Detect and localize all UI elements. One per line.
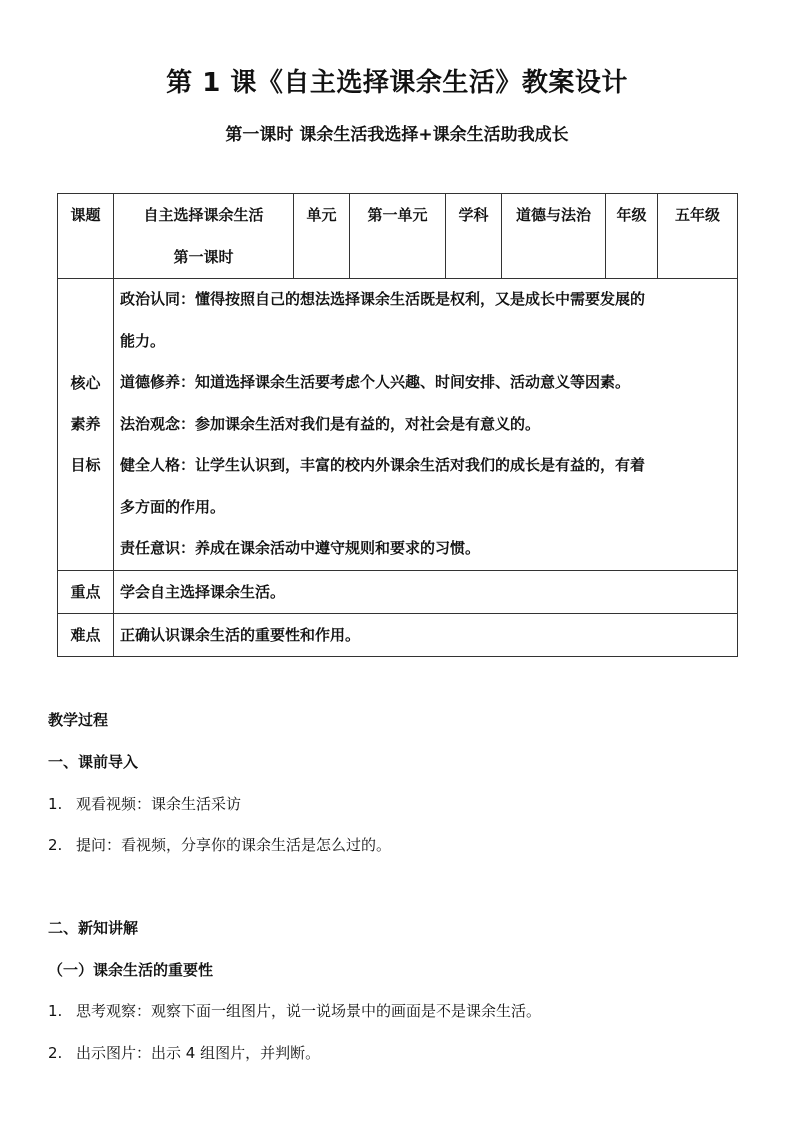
- goal-line: 能力。: [120, 331, 166, 350]
- topic-label: 课题: [58, 194, 114, 279]
- goal-line: 法治观念：参加课余生活对我们是有益的，对社会是有意义的。: [120, 414, 541, 433]
- lesson-info-table: [57, 193, 738, 657]
- goal-line: 责任意识：养成在课余活动中遵守规则和要求的习惯。: [120, 539, 481, 557]
- table-row: [58, 613, 738, 656]
- document-title: 第 1 课《自主选择课余生活》教案设计: [166, 68, 628, 98]
- unit-value: 第一单元: [350, 194, 446, 279]
- subject-value: 道德与法治: [502, 194, 606, 279]
- teaching-process-heading: 教学过程: [48, 711, 109, 729]
- part1-heading: 一、课前导入: [48, 753, 139, 771]
- difficult-point-label: 难点: [58, 613, 114, 656]
- list-item: 1. 思考观察：观察下面一组图片，说一说场景中的画面是不是课余生活。: [48, 1002, 542, 1020]
- list-item: 1. 观看视频：课余生活采访: [48, 795, 242, 813]
- goal-line: 政治认同：懂得按照自己的想法选择课余生活既是权利，又是成长中需要发展的: [120, 290, 646, 308]
- key-point-label: 重点: [58, 570, 114, 613]
- goal-line: 多方面的作用。: [120, 497, 226, 516]
- subject-label: 学科: [446, 194, 502, 279]
- list-item: 2. 提问：看视频，分享你的课余生活是怎么过的。: [48, 836, 392, 854]
- core-goals-label: 核心 素养 目标: [58, 279, 114, 571]
- table-row: [58, 279, 738, 571]
- topic-value: [114, 194, 294, 279]
- list-item: 2. 出示图片：出示 4 组图片，并判断。: [48, 1044, 321, 1062]
- goal-line: 健全人格：让学生认识到，丰富的校内外课余生活对我们的成长是有益的，有着: [120, 456, 646, 474]
- difficult-point-value: 正确认识课余生活的重要性和作用。: [114, 613, 738, 656]
- topic-line-1: 自主选择课余生活: [143, 206, 264, 224]
- document-subtitle: 第一课时 课余生活我选择+课余生活助我成长: [225, 125, 569, 145]
- part2-heading: 二、新知讲解: [48, 919, 139, 937]
- topic-line-2: 第一课时: [173, 248, 234, 266]
- part2-subheading: （一）课余生活的重要性: [48, 961, 214, 979]
- key-point-value: 学会自主选择课余生活。: [114, 570, 738, 613]
- unit-label: 单元: [294, 194, 350, 279]
- grade-label: 年级: [606, 194, 658, 279]
- table-row: [58, 194, 738, 279]
- core-goals-text: [114, 279, 738, 571]
- grade-value: 五年级: [658, 194, 738, 279]
- goal-line: 道德修养：知道选择课余生活要考虑个人兴趣、时间安排、活动意义等因素。: [120, 373, 631, 391]
- table-row: [58, 570, 738, 613]
